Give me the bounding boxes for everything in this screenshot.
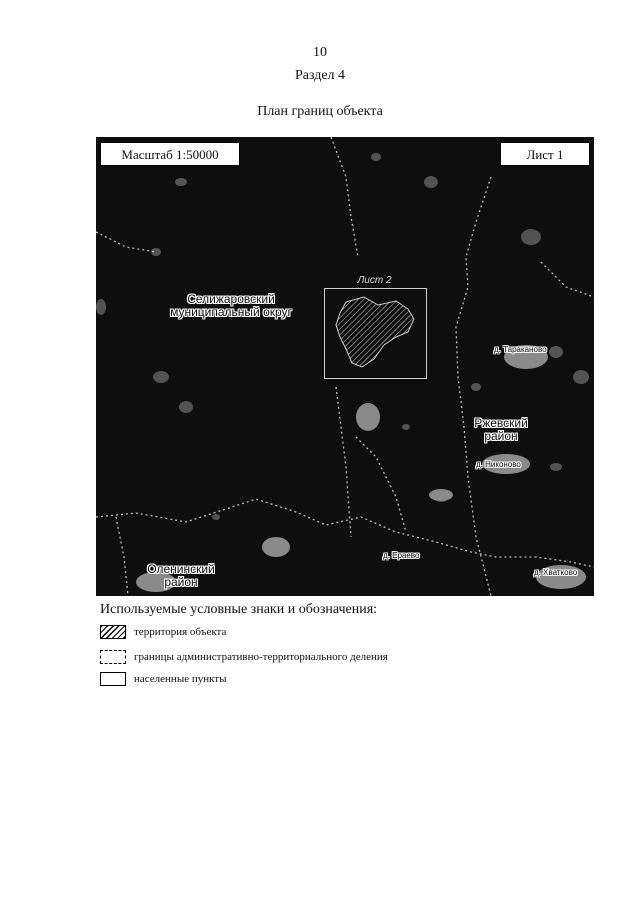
village-label-nikonovo: д. Никоново bbox=[476, 460, 521, 469]
scale-box: Масштаб 1:50000 bbox=[100, 142, 240, 166]
plan-title: План границ объекта bbox=[257, 104, 383, 119]
village-label-eraevo: д. Ераево bbox=[383, 551, 420, 560]
village-label-tarakanovo: д. Тараканово bbox=[494, 345, 547, 354]
legend-item-settlements bbox=[100, 670, 227, 688]
sheet-box: Лист 1 bbox=[500, 142, 590, 166]
district-label-olenino bbox=[136, 563, 226, 588]
outline-square-icon bbox=[100, 672, 126, 686]
legend-item-label: территория объекта bbox=[134, 626, 227, 638]
district-label-selizharovo-line1: Селижаровский bbox=[187, 292, 275, 306]
dashed-square-icon bbox=[100, 650, 126, 664]
district-label-selizharovo-line2: муниципальный округ bbox=[170, 304, 292, 319]
district-label-selizharovo bbox=[151, 293, 311, 318]
district-label-rzhev-line1: Ржевский bbox=[474, 416, 528, 430]
map-panel bbox=[96, 137, 594, 596]
district-label-olenino-line1: Оленинский bbox=[147, 562, 215, 576]
legend-item-label: населенные пункты bbox=[134, 673, 227, 685]
sheet2-inset-label: Лист 2 bbox=[357, 275, 392, 286]
legend-item-object-territory bbox=[100, 623, 226, 641]
legend-item-label: границы административно-территориального деления bbox=[134, 651, 388, 663]
legend-item-boundaries bbox=[100, 648, 388, 666]
village-label-khvatkovo: д. Хватково bbox=[534, 568, 578, 577]
sheet2-inset-frame bbox=[324, 288, 427, 379]
district-label-rzhev-line2: район bbox=[484, 428, 518, 443]
district-label-rzhev bbox=[461, 417, 541, 442]
district-label-olenino-line2: район bbox=[164, 574, 198, 589]
section-title: Раздел 4 bbox=[294, 68, 346, 83]
hatched-square-icon bbox=[100, 625, 126, 639]
legend-title: Используемые условные знаки и обозначения: bbox=[100, 602, 378, 617]
page-number: 10 bbox=[313, 45, 327, 60]
